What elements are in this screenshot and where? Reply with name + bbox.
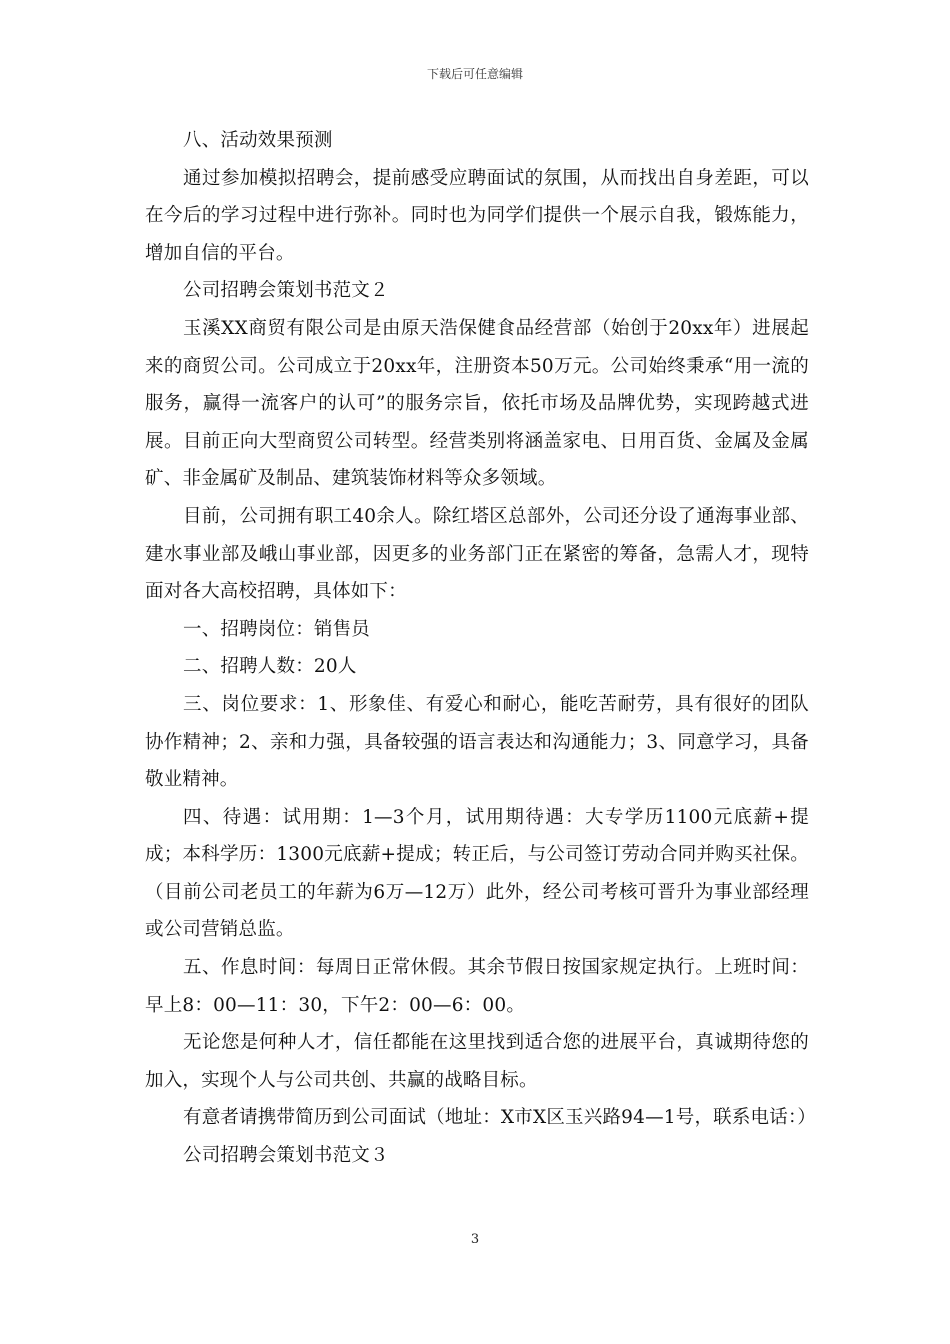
item-requirements: 三、岗位要求：1、形象佳、有爱心和耐心，能吃苦耐劳，具有很好的团队协作精神；2、亲和力强，具备较强的语言表达和沟通能力；3、同意学习，具备敬业精神。 [145, 693, 809, 791]
item-headcount: 二、招聘人数：20人 [183, 656, 357, 678]
paragraph-company-intro: 玉溪XX商贸有限公司是由原天浩保健食品经营部（始创于20xx年）进展起来的商贸公司。公司成立于20xx年，注册资本50万元。公司始终秉承“用一流的服务，赢得一流客户的认可”的服务宗旨，依托市场及品牌优势，实现跨越式进展。目前正向大型商贸公司转型。经营类别将涵盖家电、日用百货、金属及金属矿、非金属矿及制品、建筑装饰材料等众多领域。 [145, 317, 809, 490]
item-compensation: 四、待遇：试用期：1—3个月，试用期待遇：大专学历1100元底薪+提成；本科学历：1300元底薪+提成；转正后，与公司签订劳动合同并购买社保。（目前公司老员工的年薪为6万—12万）此外，经公司考核可晋升为事业部经理或公司营销总监。 [145, 806, 809, 941]
paragraph-invitation: 无论您是何种人才，信任都能在这里找到适合您的进展平台，真诚期待您的加入，实现个人与公司共创、共赢的战略目标。 [145, 1032, 809, 1091]
section-heading-effect-prediction: 八、活动效果预测 [183, 130, 333, 151]
paragraph-contact: 有意者请携带简历到公司面试（地址：X市X区玉兴路94—1号，联系电话：） [183, 1107, 817, 1129]
paragraph-effect-description: 通过参加模拟招聘会，提前感受应聘面试的氛围，从而找出自身差距，可以在今后的学习过程中进行弥补。同时也为同学们提供一个展示自我，锻炼能力，增加自信的平台。 [145, 167, 809, 264]
page-header-note: 下载后可任意编辑 [426, 67, 523, 81]
document-body [145, 122, 817, 1175]
item-position: 一、招聘岗位：销售员 [183, 618, 371, 640]
item-working-hours: 五、作息时间：每周日正常休假。其余节假日按国家规定执行。上班时间：早上8：00—11：30，下午2：00—6：00。 [145, 957, 809, 1016]
paragraph-company-status: 目前，公司拥有职工40余人。除红塔区总部外，公司还分设了通海事业部、建水事业部及峨山事业部，因更多的业务部门正在紧密的筹备，急需人才，现特面对各大高校招聘，具体如下： [145, 505, 809, 603]
sample-title-2: 公司招聘会策划书范文２ [183, 280, 389, 302]
sample-title-3: 公司招聘会策划书范文３ [183, 1145, 389, 1167]
page-number: 3 [470, 1232, 480, 1247]
